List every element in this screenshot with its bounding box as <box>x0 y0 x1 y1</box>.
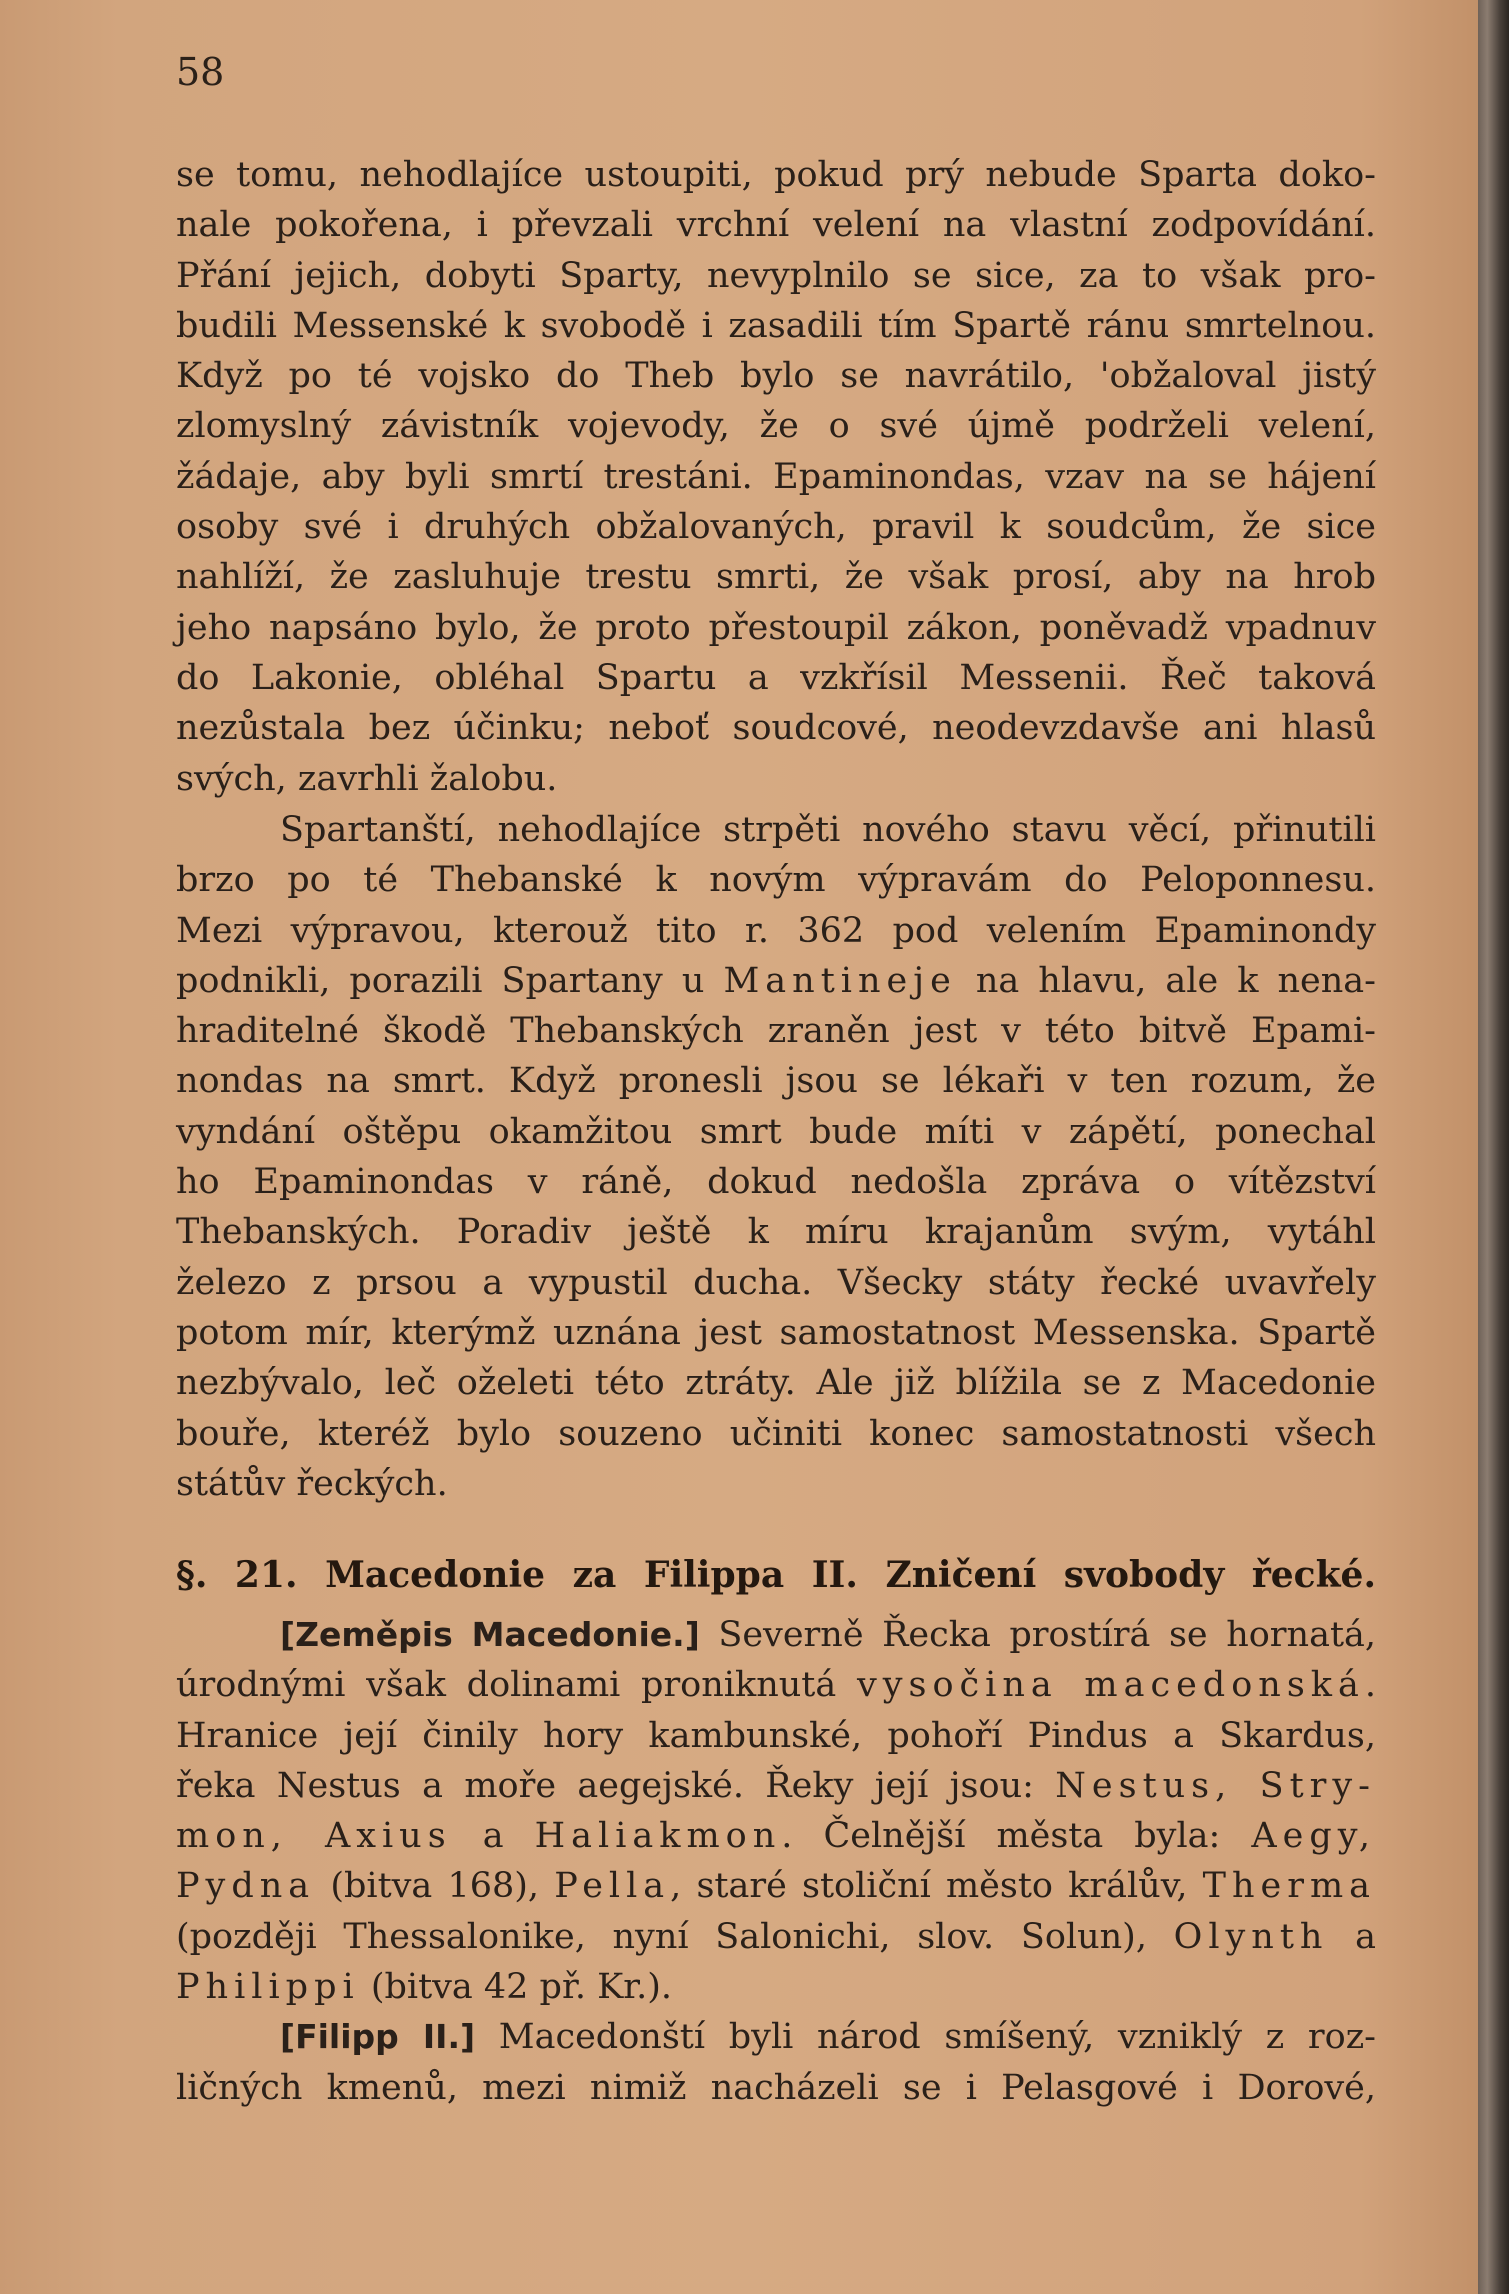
section-heading: §. 21. Macedonie za Filippa II. Zničení svobody řecké. <box>176 1554 1376 1596</box>
text-line: potom mír, kterýmž uznána jest samostatnost Messenska. Spartě <box>176 1312 1376 1353</box>
text-fragment: (později Thessalonike, nyní Salonichi, slov. Solun), <box>176 1916 1174 1957</box>
text-line: brzo po té Thebanské k novým výpravám do Peloponnesu. <box>176 860 1376 901</box>
place-name: Pydna <box>176 1866 316 1907</box>
text-fragment: Macedonští byli národ smíšený, vzniklý z roz- <box>475 2017 1376 2058</box>
text-fragment: Severně Řecka prostírá se hornatá, <box>699 1615 1377 1655</box>
sidenote-label: [Zeměpis Macedonie.] <box>280 1615 700 1654</box>
text-line <box>176 1912 1376 1962</box>
text-line: Hranice její činily hory kambunské, pohoří Pindus a Skardus, <box>176 1715 1376 1756</box>
text-line: Thebanských. Poradiv ještě k míru krajanům svým, vytáhl <box>176 1212 1376 1253</box>
text-line: železo z prsou a vypustil ducha. Všecky státy řecké uvavřely <box>176 1262 1376 1303</box>
text-line <box>176 1861 1376 1911</box>
text-line: žádaje, aby byli smrtí trestáni. Epaminondas, vzav na se hájení <box>176 456 1376 497</box>
place-name: mon, Axius <box>176 1816 452 1857</box>
text-line: nezůstala bez účinku; neboť soudcové, neodevzdavše ani hlasů <box>176 708 1376 749</box>
place-name: Haliakmon <box>534 1816 782 1857</box>
place-name: Aegy, <box>1251 1816 1377 1857</box>
text-line: jeho napsáno bylo, že proto přestoupil zákon, poněvadž vpadnuv <box>176 607 1376 648</box>
paragraph-epaminondas-trial <box>176 150 1376 804</box>
text-fragment: a <box>1328 1916 1376 1957</box>
text-line <box>176 2012 1376 2062</box>
emphasis-term: vysočina macedonská <box>856 1665 1365 1706</box>
text-line: vyndání oštěpu okamžitou smrt bude míti v zápětí, ponechal <box>176 1111 1376 1152</box>
place-name: Therma <box>1202 1866 1377 1907</box>
text-fragment: a <box>451 1816 535 1857</box>
text-fragment: , staré stoliční město králův, <box>670 1866 1203 1907</box>
text-line: do Lakonie, obléhal Spartu a vzkřísil Messenii. Řeč taková <box>176 657 1376 698</box>
text-fragment: (bitva 168), <box>315 1866 555 1907</box>
text-line: hraditelné škodě Thebanských zraněn jest v této bitvě Epami- <box>176 1011 1376 1052</box>
place-name: Olynth <box>1173 1916 1329 1957</box>
text-line <box>176 956 1376 1006</box>
text-line: budili Messenské k svobodě i zasadili tím Spartě ránu smrtelnou. <box>176 305 1376 346</box>
text-line <box>176 1610 1376 1660</box>
text-line: Mezi výpravou, kterouž tito r. 362 pod velením Epaminondy <box>176 910 1376 951</box>
place-name: Philippi <box>176 1967 360 2008</box>
place-name: Pella <box>554 1866 671 1907</box>
book-spine-edge <box>1478 0 1509 2294</box>
text-fragment: . <box>1364 1665 1376 1706</box>
text-line: se tomu, nehodlajíce ustoupiti, pokud prý nebude Sparta doko- <box>176 155 1376 195</box>
page-number: 58 <box>176 50 225 94</box>
text-fragment: na hlavu, ale k nena- <box>956 960 1376 1001</box>
text-line: osoby své i druhých obžalovaných, pravil k soudcům, že sice <box>176 507 1376 548</box>
text-line: nale pokořena, i převzali vrchní velení na vlastní zodpovídání. <box>176 205 1376 246</box>
text-line: nahlíží, že zasluhuje trestu smrti, že však prosí, aby na hrob <box>176 557 1376 598</box>
text-line: ličných kmenů, mezi nimiž nacházeli se i Pelasgové i Dorové, <box>176 2067 1376 2108</box>
text-fragment: . Čelnější města byla: <box>781 1816 1252 1857</box>
paragraph-mantinea <box>176 805 1376 1509</box>
text-fragment: (bitva 42 př. Kr.). <box>359 1967 673 2008</box>
text-line: zlomyslný závistník vojevody, že o své újmě podrželi velení, <box>176 406 1376 447</box>
text-line: nondas na smrt. Když pronesli jsou se lékaři v ten rozum, že <box>176 1061 1376 1102</box>
text-line: svých, zavrhli žalobu. <box>176 758 558 799</box>
text-line: Když po té vojsko do Theb bylo se navrátilo, 'obžaloval jistý <box>176 356 1376 397</box>
text-fragment: řeka Nestus a moře aegejské. Řeky její jsou: <box>176 1765 1056 1806</box>
text-fragment: úrodnými však dolinami proniknutá <box>176 1665 857 1706</box>
text-line: Spartanští, nehodlajíce strpěti nového stavu věcí, přinutili <box>280 810 1376 850</box>
place-name: Mantineje <box>723 960 957 1001</box>
text-line <box>176 1761 1376 1811</box>
sidenote-label: [Filipp II.] <box>280 2017 476 2057</box>
text-line: nezbývalo, leč oželeti této ztráty. Ale již blížila se z Macedonie <box>176 1363 1376 1404</box>
text-line: státův řeckých. <box>176 1463 448 1504</box>
text-line: ho Epaminondas v ráně, dokud nedošla zpráva o vítězství <box>176 1162 1376 1203</box>
text-fragment: podnikli, porazili Spartany u <box>176 960 724 1001</box>
text-line: Přání jejich, dobyti Sparty, nevyplnilo se sice, za to však pro- <box>176 255 1376 296</box>
paragraph-macedonia-geography <box>176 1610 1376 2113</box>
text-line <box>176 1811 1376 1861</box>
text-line: bouře, kteréž bylo souzeno učiniti konec samostatnosti všech <box>176 1413 1376 1454</box>
place-name: Nestus, Stry- <box>1055 1765 1376 1806</box>
text-line <box>176 1962 1376 2012</box>
text-line <box>176 1660 1376 1710</box>
